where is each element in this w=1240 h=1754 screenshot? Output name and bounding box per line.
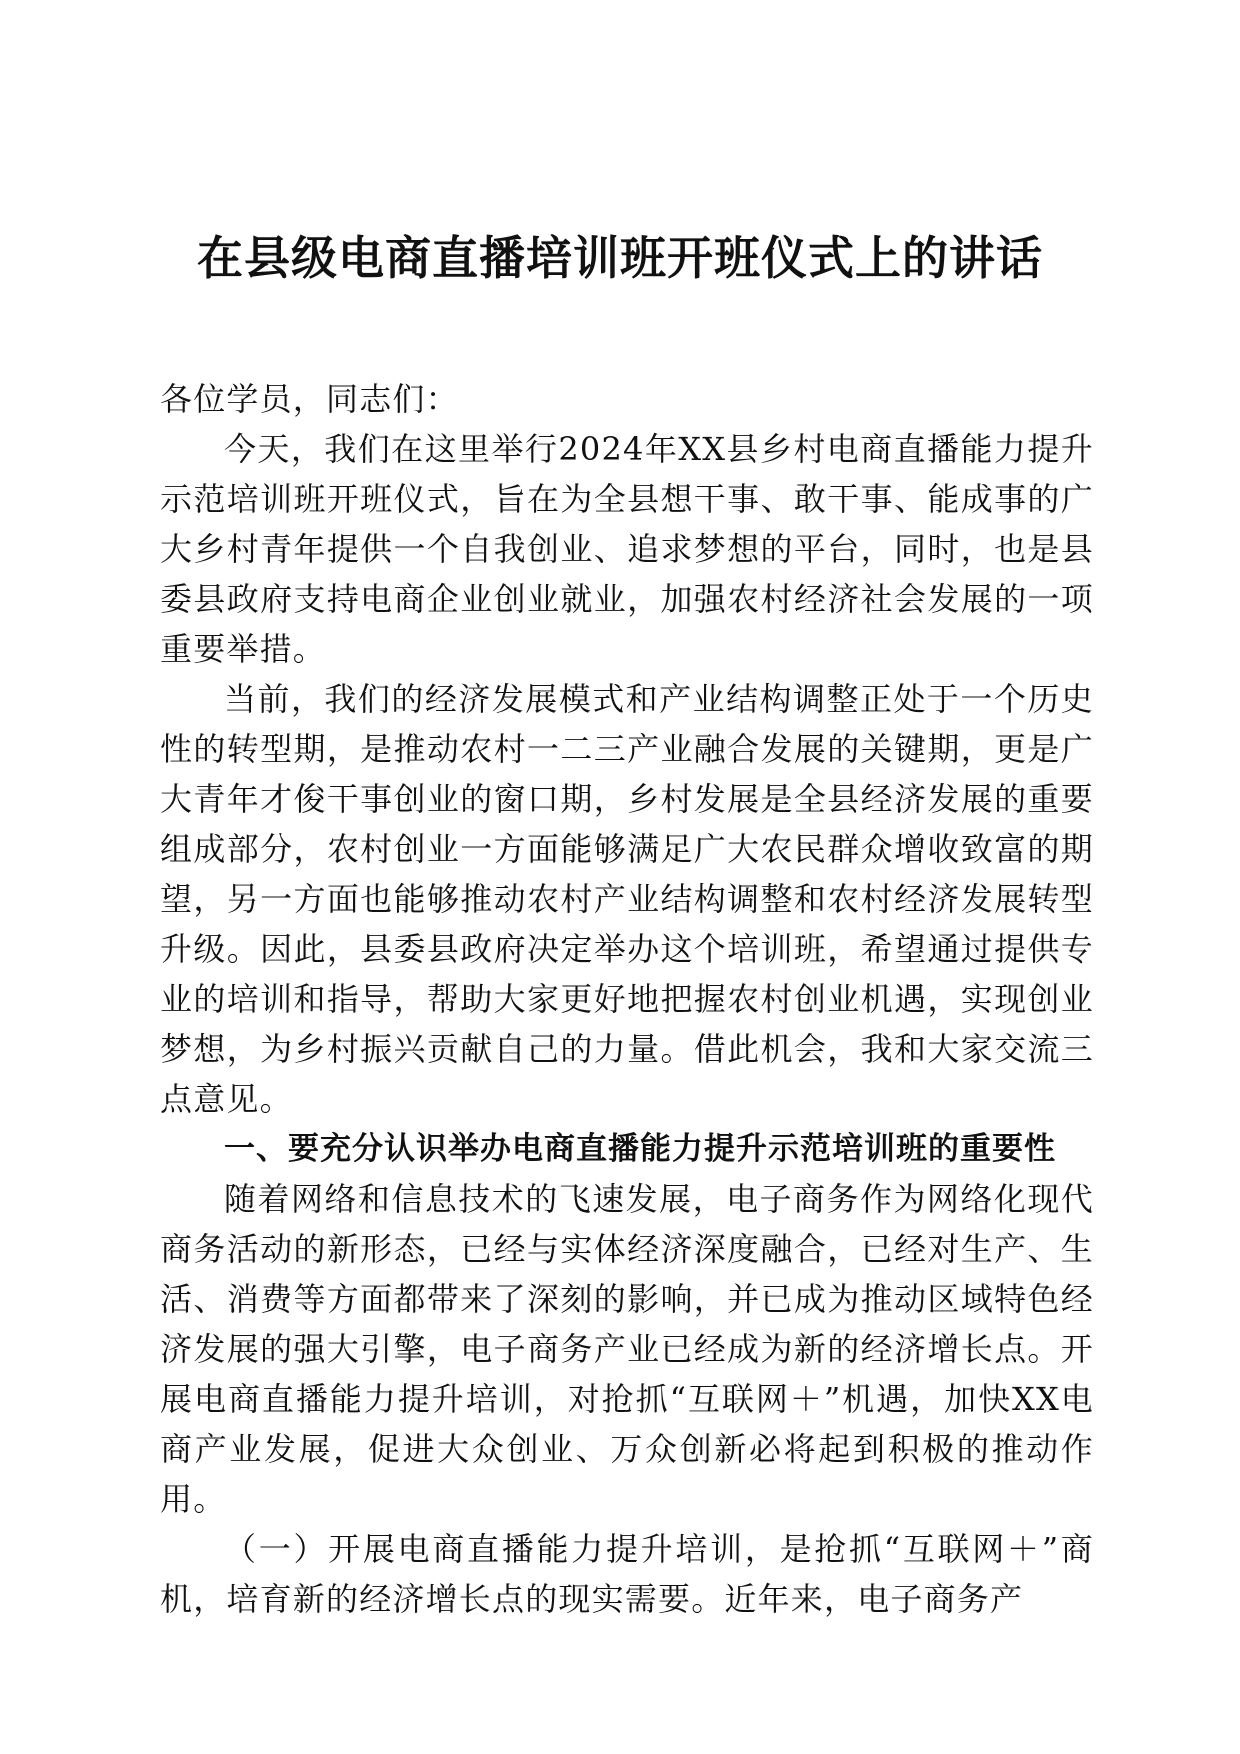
document-body: [160, 374, 1094, 1624]
paragraph-background: 当前，我们的经济发展模式和产业结构调整正处于一个历史性的转型期，是推动农村一二三产业融合发展的关键期，更是广大青年才俊干事创业的窗口期，乡村发展是全县经济发展的重要组成部分，农村创业一方面能够满足广大农民群众增收致富的期望，另一方面也能够推动农村产业结构调整和农村经济发展转型升级。因此，县委县政府决定举办这个培训班，希望通过提供专业的培训和指导，帮助大家更好地把握农村创业机遇，实现创业梦想，为乡村振兴贡献自己的力量。借此机会，我和大家交流三点意见。: [160, 680, 1094, 1118]
section-heading-1: 一、要充分认识举办电商直播能力提升示范培训班的重要性: [224, 1131, 1056, 1167]
paragraph-opening: 今天，我们在这里举行2024年XX县乡村电商直播能力提升示范培训班开班仪式，旨在为全县想干事、敢干事、能成事的广大乡村青年提供一个自我创业、追求梦想的平台，同时，也是县委县政府支持电商企业创业就业，加强农村经济社会发展的一项重要举措。: [160, 430, 1094, 668]
document-title: 在县级电商直播培训班开班仪式上的讲话: [197, 231, 1043, 285]
paragraph-subsection-1: （一）开展电商直播能力提升培训，是抢抓“互联网＋”商机，培育新的经济增长点的现实需要。近年来，电子商务产: [160, 1530, 1094, 1618]
salutation: 各位学员，同志们：: [160, 380, 459, 418]
paragraph-section-1: 随着网络和信息技术的飞速发展，电子商务作为网络化现代商务活动的新形态，已经与实体经济深度融合，已经对生产、生活、消费等方面都带来了深刻的影响，并已成为推动区域特色经济发展的强大引擎，电子商务产业已经成为新的经济增长点。开展电商直播能力提升培训，对抢抓“互联网＋”机遇，加快XX电商产业发展，促进大众创业、万众创新必将起到积极的推动作用。: [160, 1180, 1094, 1518]
